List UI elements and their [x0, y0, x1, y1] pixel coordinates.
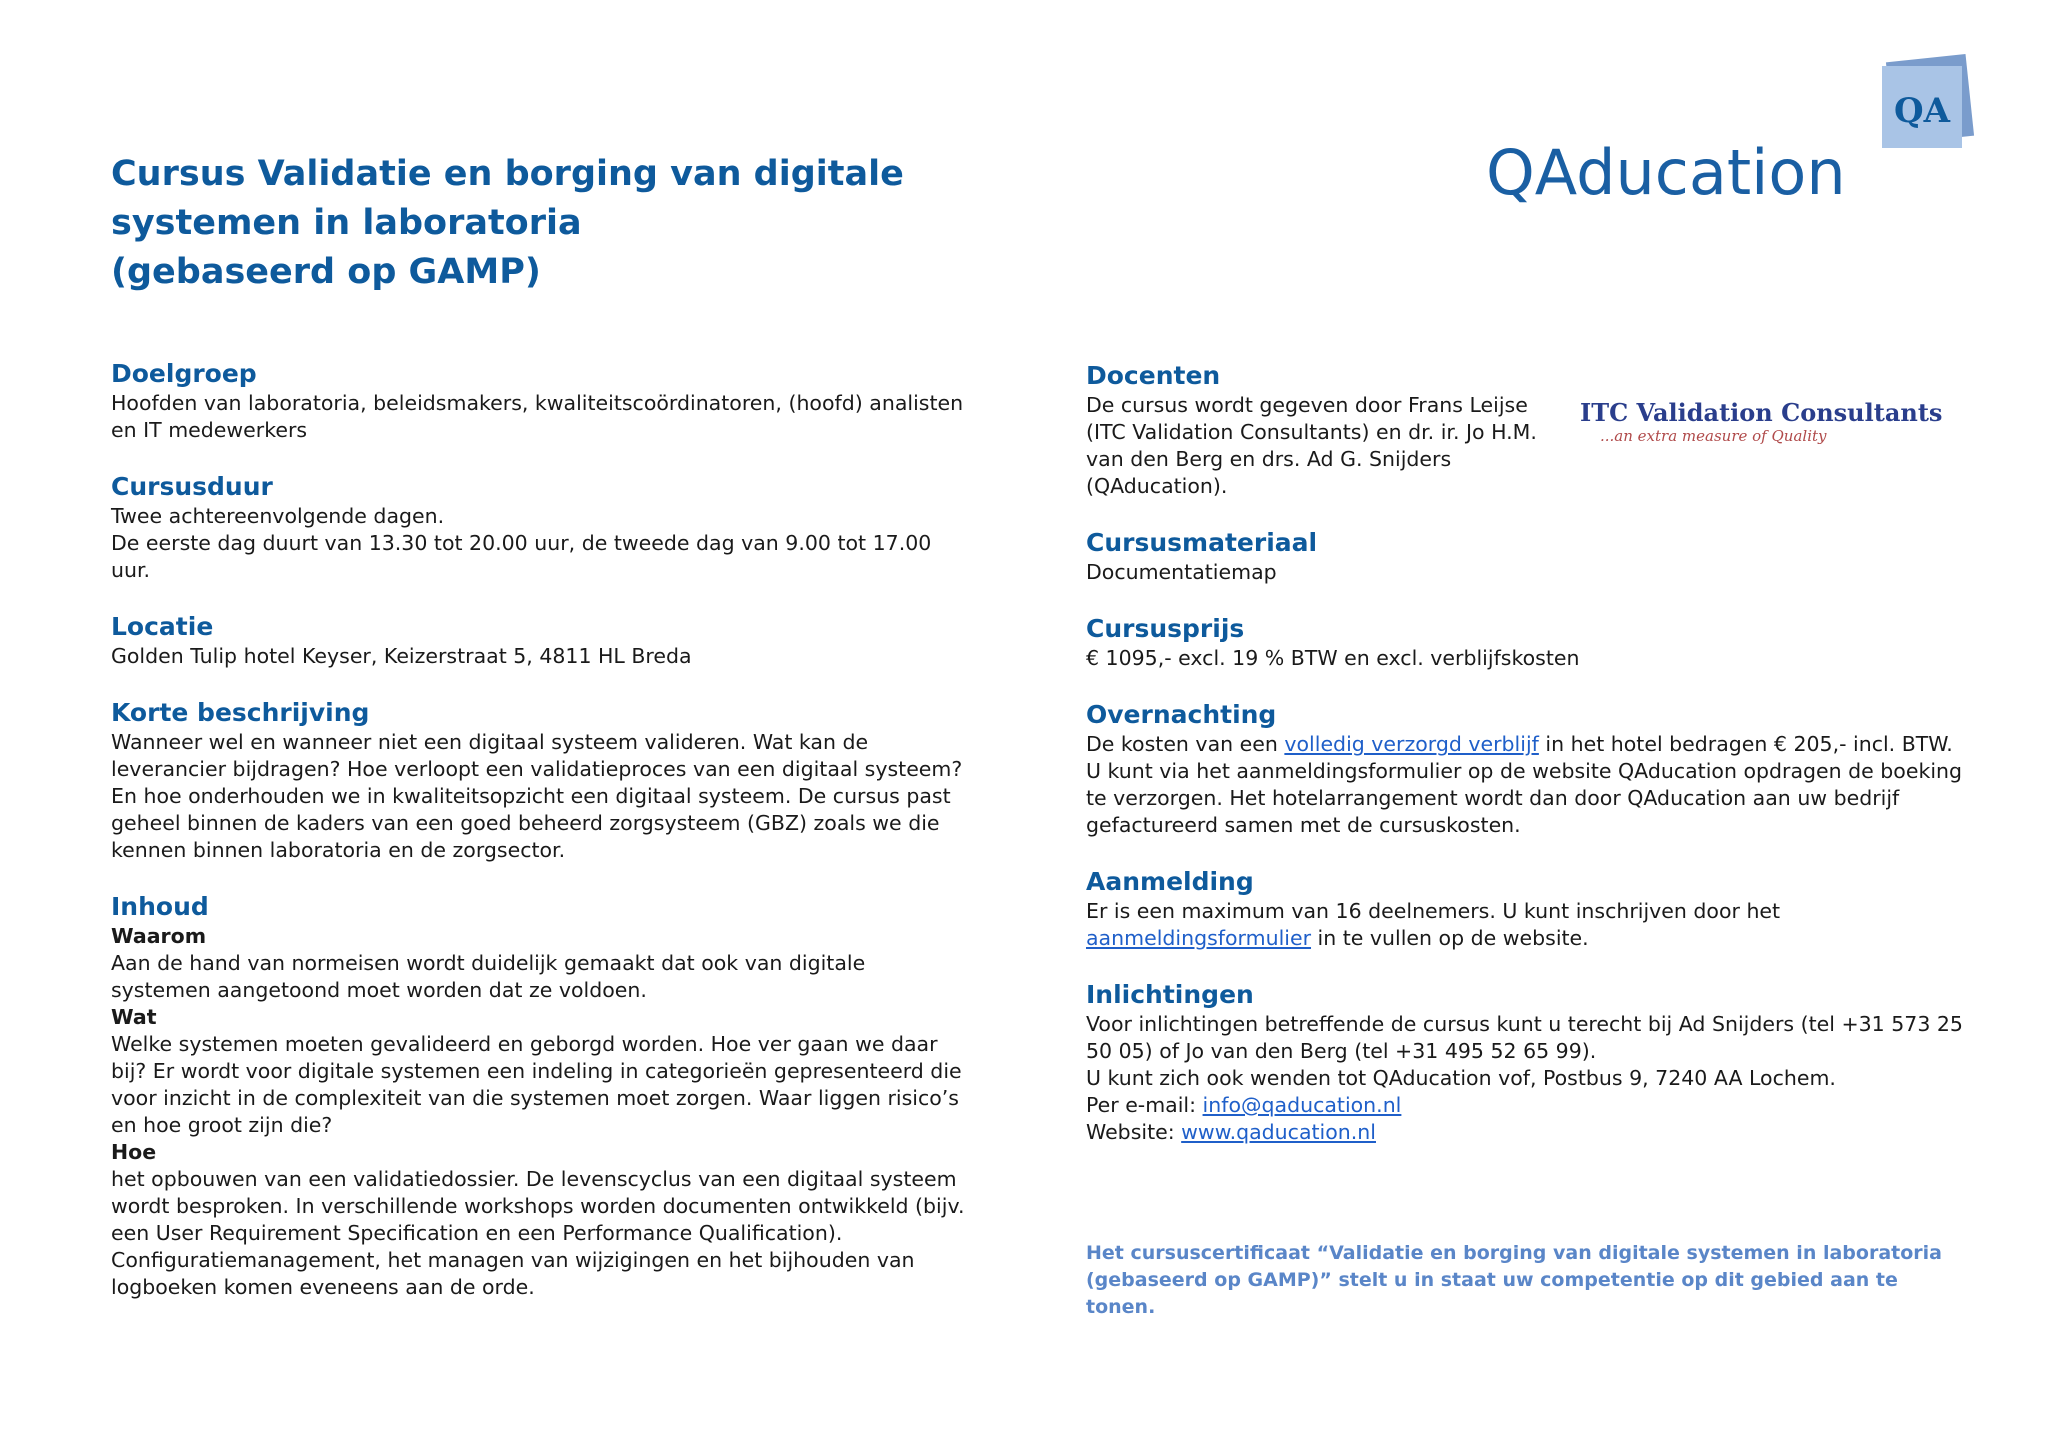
left-column — [111, 358, 971, 1328]
page-title — [111, 150, 1011, 297]
website-line — [1086, 1119, 1976, 1146]
heading-cursusmateriaal: Cursusmateriaal — [1086, 528, 1318, 557]
heading-korte-beschrijving: Korte beschrijving — [111, 698, 370, 727]
qaducation-logo — [1480, 52, 2000, 232]
heading-locatie: Locatie — [111, 612, 214, 641]
subheading-waarom: Waarom — [111, 924, 207, 948]
title-line-1: Cursus Validatie en borging van digitale — [111, 154, 904, 194]
inlichtingen-text-1: Voor inlichtingen betreffende de cursus kunt u terecht bij Ad Snijders (tel +31 573 25 50 05) of Jo van den Berg (tel +31 495 52 65 99). — [1086, 1012, 1963, 1063]
wat-text: Welke systemen moeten gevalideerd en geborgd worden. Hoe ver gaan we daar bij? Er wordt voor digitale systemen een indeling in categorieën gepresenteerd die voor inzicht in de complexiteit van die systemen moet zorgen. Waar liggen risico’s en hoe groot zijn die? — [111, 1032, 962, 1137]
cursusduur-line-1: Twee achtereenvolgende dagen. — [111, 504, 445, 528]
doelgroep-text: Hoofden van laboratoria, beleidsmakers, kwaliteitscoördinatoren, (hoofd) analisten en IT medewerkers — [111, 391, 964, 442]
section-overnachting — [1086, 699, 1976, 839]
overnachting-text-2: U kunt via het aanmeldingsformulier op de website QAducation opdragen de boeking te verzorgen. Het hotelarrangement wordt dan door QAducation aan uw bedrijf gefactureerd samen met de cursuskosten. — [1086, 759, 1963, 837]
right-column — [1086, 360, 1976, 1173]
section-inhoud — [111, 891, 971, 1301]
aanmelding-text — [1086, 898, 1976, 952]
section-doelgroep — [111, 358, 971, 444]
heading-aanmelding: Aanmelding — [1086, 867, 1254, 896]
locatie-text: Golden Tulip hotel Keyser, Keizerstraat 5, 4811 HL Breda — [111, 644, 692, 668]
heading-cursusduur: Cursusduur — [111, 472, 273, 501]
section-locatie — [111, 611, 971, 670]
korte-beschrijving-text: Wanneer wel en wanneer niet een digitaal systeem valideren. Wat kan de leverancier bijdragen? Hoe verloopt een validatieproces van een digitaal systeem? En hoe onderhouden we in kwaliteitsopzicht een digitaal systeem. De cursus past geheel binnen de kaders van een goed beheerd zorgsysteem (GBZ) zoals we die kennen binnen laboratoria en de zorgsector. — [111, 730, 963, 862]
qa-badge-icon — [1882, 54, 1974, 148]
cursusmateriaal-text: Documentatiemap — [1086, 560, 1277, 584]
aanmeldingsformulier-link[interactable]: aanmeldingsformulier — [1086, 926, 1312, 950]
subheading-hoe: Hoe — [111, 1140, 157, 1164]
certificate-note: Het cursuscertificaat “Validatie en borging van digitale systemen in laboratoria (gebaseerd op GAMP)” stelt u in staat uw competentie op dit gebied aan te tonen. — [1086, 1242, 1942, 1318]
subheading-wat: Wat — [111, 1005, 157, 1029]
overnachting-text-before: De kosten van een — [1086, 732, 1285, 756]
heading-doelgroep: Doelgroep — [111, 359, 257, 388]
cursusduur-line-2: De eerste dag duurt van 13.30 tot 20.00 uur, de tweede dag van 9.00 tot 17.00 uur. — [111, 531, 932, 582]
email-label: Per e-mail: — [1086, 1093, 1203, 1117]
logo-wordmark: QAducation — [1486, 136, 1846, 209]
section-korte-beschrijving — [111, 697, 971, 864]
section-cursusduur — [111, 471, 971, 584]
aanmelding-text-after: in te vullen op de website. — [1311, 926, 1589, 950]
heading-cursusprijs: Cursusprijs — [1086, 614, 1245, 643]
section-aanmelding — [1086, 866, 1976, 952]
cursusprijs-text: € 1095,- excl. 19 % BTW en excl. verblijfskosten — [1086, 646, 1580, 670]
logo-badge-text: QA — [1894, 91, 1950, 131]
heading-inhoud: Inhoud — [111, 892, 209, 921]
title-line-3: (gebaseerd op GAMP) — [111, 252, 541, 292]
website-link[interactable]: www.qaducation.nl — [1181, 1120, 1376, 1144]
heading-docenten: Docenten — [1086, 361, 1221, 390]
section-cursusmateriaal — [1086, 527, 1976, 586]
inlichtingen-text-2: U kunt zich ook wenden tot QAducation vof, Postbus 9, 7240 AA Lochem. — [1086, 1066, 1836, 1090]
itc-logo-tagline: ...an extra measure of Quality — [1600, 427, 1827, 445]
overnachting-text — [1086, 731, 1976, 758]
heading-overnachting: Overnachting — [1086, 700, 1277, 729]
section-cursusprijs — [1086, 613, 1976, 672]
verblijf-link[interactable]: volledig verzorgd verblijf — [1284, 732, 1539, 756]
aanmelding-text-before: Er is een maximum van 16 deelnemers. U kunt inschrijven door het — [1086, 899, 1781, 923]
section-inlichtingen — [1086, 979, 1976, 1146]
waarom-text: Aan de hand van normeisen wordt duidelijk gemaakt dat ook van digitale systemen aangetoond moet worden dat ze voldoen. — [111, 951, 866, 1002]
heading-inlichtingen: Inlichtingen — [1086, 980, 1254, 1009]
itc-logo-name: ITC Validation Consultants — [1580, 398, 1943, 427]
email-line — [1086, 1092, 1976, 1119]
hoe-text: het opbouwen van een validatiedossier. De levenscyclus van een digitaal systeem wordt besproken. In verschillende workshops worden documenten ontwikkeld (bijv. een User Requirement Specification en een Performance Qualification). Configuratiemanagement, het managen van wijzigingen en het bijhouden van logboeken komen eveneens aan de orde. — [111, 1167, 965, 1299]
docenten-text: De cursus wordt gegeven door Frans Leijse (ITC Validation Consultants) en dr. ir. Jo H.M. van den Berg en drs. Ad G. Snijders (QAducation). — [1086, 393, 1537, 498]
overnachting-text-after: in het hotel bedragen € 205,- incl. BTW. — [1538, 732, 1953, 756]
section-docenten — [1086, 360, 1976, 500]
title-line-2: systemen in laboratoria — [111, 203, 582, 243]
email-link[interactable]: info@qaducation.nl — [1202, 1093, 1402, 1117]
website-label: Website: — [1086, 1120, 1182, 1144]
